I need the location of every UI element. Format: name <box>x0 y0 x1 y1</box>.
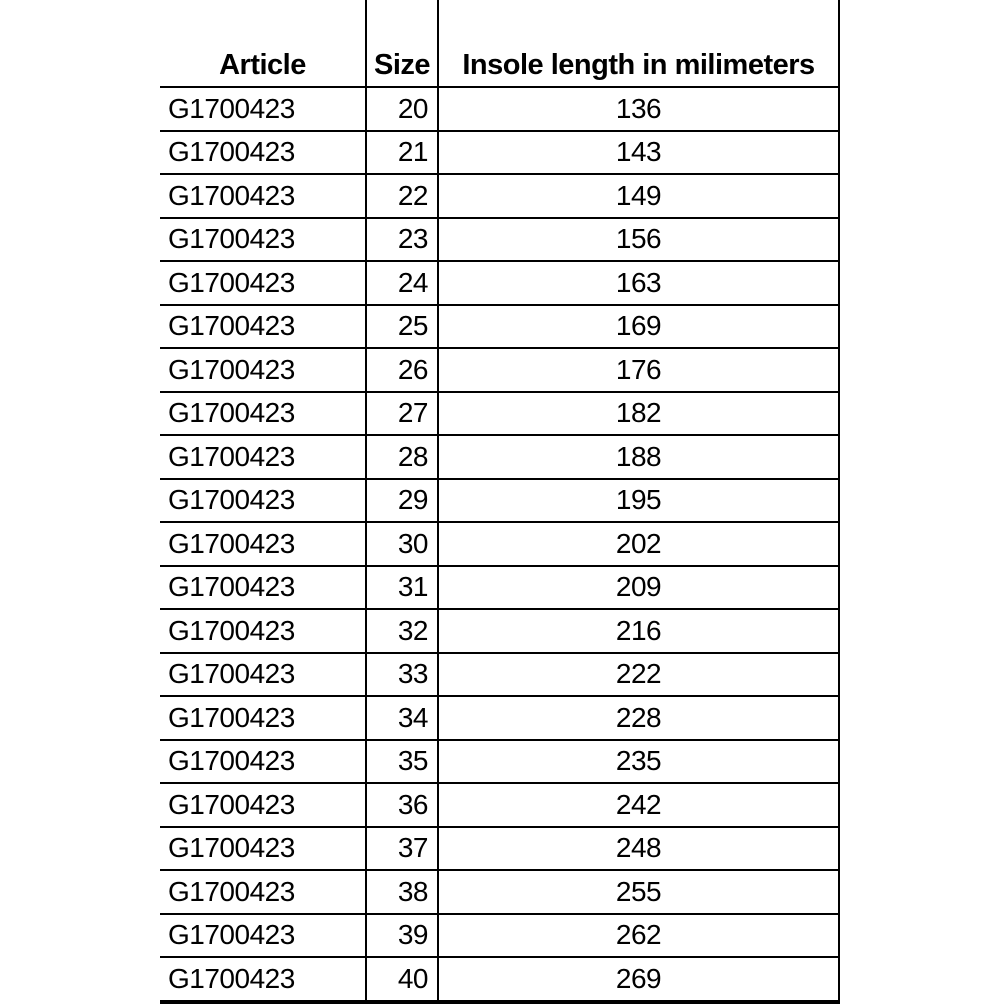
insole-length-cell: 262 <box>438 914 839 958</box>
article-cell: G1700423 <box>160 348 366 392</box>
table-row <box>160 827 839 871</box>
article-cell: G1700423 <box>160 305 366 349</box>
article-cell: G1700423 <box>160 174 366 218</box>
article-cell: G1700423 <box>160 131 366 175</box>
size-cell: 38 <box>366 870 438 914</box>
size-cell: 33 <box>366 653 438 697</box>
table-row <box>160 870 839 914</box>
size-cell: 34 <box>366 696 438 740</box>
size-cell: 20 <box>366 87 438 131</box>
size-cell: 31 <box>366 566 438 610</box>
insole-length-cell: 195 <box>438 479 839 523</box>
table-row <box>160 305 839 349</box>
table-row <box>160 740 839 784</box>
insole-length-cell: 228 <box>438 696 839 740</box>
header-insole-length: Insole length in milimeters <box>438 0 839 87</box>
article-cell: G1700423 <box>160 957 366 1002</box>
table-row <box>160 609 839 653</box>
table-row <box>160 653 839 697</box>
header-row <box>160 0 839 87</box>
size-chart-table <box>160 0 840 1004</box>
insole-length-cell: 242 <box>438 783 839 827</box>
table-row <box>160 566 839 610</box>
table-row <box>160 87 839 131</box>
size-cell: 35 <box>366 740 438 784</box>
size-cell: 39 <box>366 914 438 958</box>
table-row <box>160 261 839 305</box>
table-row <box>160 174 839 218</box>
table-row <box>160 522 839 566</box>
insole-length-cell: 269 <box>438 957 839 1002</box>
insole-length-cell: 202 <box>438 522 839 566</box>
insole-length-cell: 163 <box>438 261 839 305</box>
table-row <box>160 392 839 436</box>
size-cell: 26 <box>366 348 438 392</box>
article-cell: G1700423 <box>160 609 366 653</box>
table-row <box>160 783 839 827</box>
article-cell: G1700423 <box>160 914 366 958</box>
insole-length-cell: 255 <box>438 870 839 914</box>
insole-length-cell: 169 <box>438 305 839 349</box>
insole-length-cell: 149 <box>438 174 839 218</box>
table-row <box>160 696 839 740</box>
insole-length-cell: 182 <box>438 392 839 436</box>
article-cell: G1700423 <box>160 566 366 610</box>
article-cell: G1700423 <box>160 87 366 131</box>
table-row <box>160 435 839 479</box>
size-cell: 27 <box>366 392 438 436</box>
table-row <box>160 218 839 262</box>
insole-length-cell: 222 <box>438 653 839 697</box>
article-cell: G1700423 <box>160 218 366 262</box>
article-cell: G1700423 <box>160 783 366 827</box>
size-cell: 25 <box>366 305 438 349</box>
article-cell: G1700423 <box>160 827 366 871</box>
article-cell: G1700423 <box>160 479 366 523</box>
table-row <box>160 479 839 523</box>
insole-length-cell: 176 <box>438 348 839 392</box>
table-row <box>160 957 839 1002</box>
header-size: Size <box>366 0 438 87</box>
insole-length-cell: 143 <box>438 131 839 175</box>
size-cell: 32 <box>366 609 438 653</box>
insole-length-cell: 235 <box>438 740 839 784</box>
insole-length-cell: 136 <box>438 87 839 131</box>
insole-length-cell: 248 <box>438 827 839 871</box>
article-cell: G1700423 <box>160 653 366 697</box>
table-row <box>160 914 839 958</box>
article-cell: G1700423 <box>160 870 366 914</box>
size-cell: 22 <box>366 174 438 218</box>
article-cell: G1700423 <box>160 435 366 479</box>
size-cell: 30 <box>366 522 438 566</box>
size-cell: 28 <box>366 435 438 479</box>
article-cell: G1700423 <box>160 261 366 305</box>
table-body <box>160 87 839 1002</box>
insole-length-cell: 156 <box>438 218 839 262</box>
table-row <box>160 348 839 392</box>
size-cell: 23 <box>366 218 438 262</box>
size-cell: 29 <box>366 479 438 523</box>
article-cell: G1700423 <box>160 522 366 566</box>
header-article: Article <box>160 0 366 87</box>
article-cell: G1700423 <box>160 740 366 784</box>
size-cell: 21 <box>366 131 438 175</box>
size-cell: 36 <box>366 783 438 827</box>
size-cell: 40 <box>366 957 438 1002</box>
insole-length-cell: 188 <box>438 435 839 479</box>
insole-length-cell: 216 <box>438 609 839 653</box>
article-cell: G1700423 <box>160 696 366 740</box>
size-cell: 24 <box>366 261 438 305</box>
size-cell: 37 <box>366 827 438 871</box>
table-row <box>160 131 839 175</box>
size-chart-container <box>160 0 840 1004</box>
article-cell: G1700423 <box>160 392 366 436</box>
insole-length-cell: 209 <box>438 566 839 610</box>
